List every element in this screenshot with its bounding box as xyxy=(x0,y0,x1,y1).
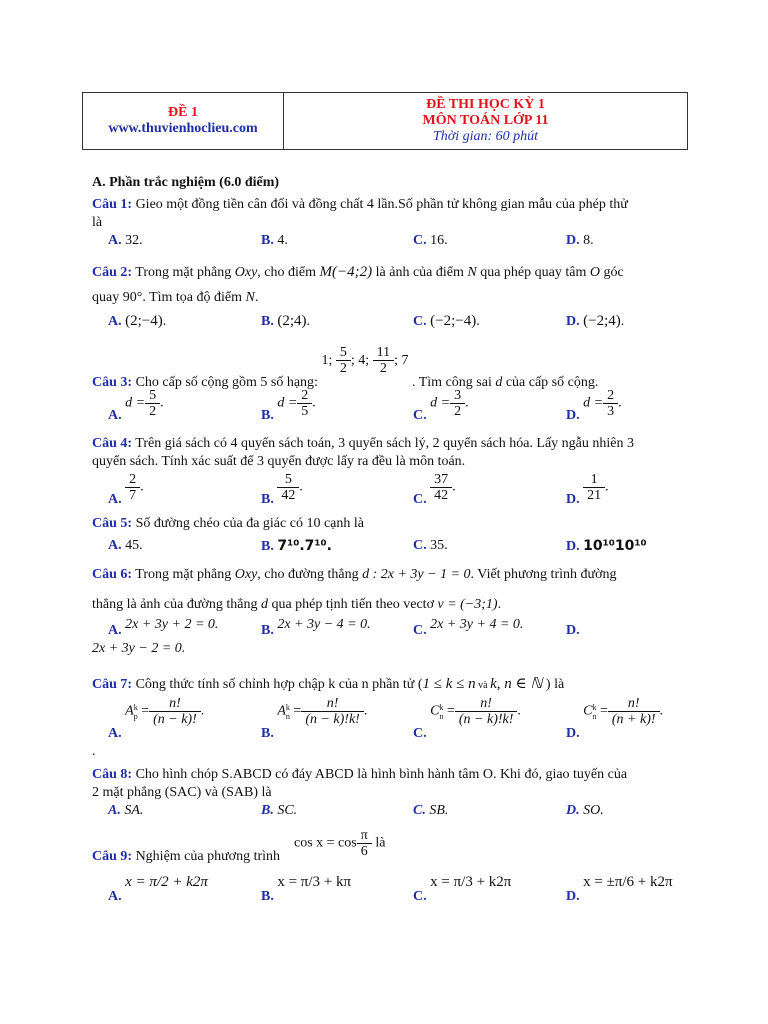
q4-option-a: A. $\frac{2}{7}$ . xyxy=(108,472,144,507)
question-2-line2: quay 90°. Tìm tọa độ điểm N. xyxy=(92,290,259,305)
question-6: Câu 6: Trong mặt phẳng Oxy, cho đường thẳng d : 2x + 3y − 1 = 0. Viết phương trình đường xyxy=(92,567,617,582)
exam-code: ĐỀ 1 xyxy=(168,105,198,120)
q6-option-d: D. xyxy=(566,623,580,638)
q8-option-d: D. SO. xyxy=(566,803,604,818)
q8-option-c: C. SB. xyxy=(413,803,449,818)
q3-option-d: D. d = $\frac{2}{3}$ . xyxy=(566,388,622,423)
question-7: Câu 7: Công thức tính số chỉnh hợp chập k của n phần tử (1 ≤ k ≤ n và k, n ∈ ℕ ) là xyxy=(92,676,565,692)
q2-option-c: C. (−2;−4). xyxy=(413,313,480,329)
q8-option-a: A. SA. xyxy=(108,803,144,818)
q5-option-a: A. 45. xyxy=(108,538,143,553)
q1-option-d: D. 8. xyxy=(566,233,594,248)
q6-option-a: A. 2x + 3y + 2 = 0. xyxy=(108,617,219,638)
section-title: A. Phần trắc nghiệm (6.0 điểm) xyxy=(92,175,280,190)
q9-option-d: D. x = ±π/6 + k2π xyxy=(566,874,673,904)
question-1-line2: là xyxy=(92,215,103,230)
q6-option-d-value: 2x + 3y − 2 = 0. xyxy=(92,641,186,656)
q2-option-a: A. (2;−4). xyxy=(108,313,167,329)
q5-option-c: C. 35. xyxy=(413,538,448,553)
q3-sequence: 1; $\frac{5}{2}$ ; 4; $\frac{11}{2}$ ; 7 xyxy=(321,345,409,376)
question-5: Câu 5: Số đường chéo của đa giác có 10 cạnh là xyxy=(92,516,364,531)
exam-duration: Thời gian: 60 phút xyxy=(432,129,539,144)
q8-option-b: B. SC. xyxy=(261,803,298,818)
q1-option-c: C. 16. xyxy=(413,233,448,248)
header-table xyxy=(82,92,688,150)
q9-option-b: B. x = π/3 + kπ xyxy=(261,874,352,904)
q9-option-a: A. x = π/2 + k2π xyxy=(108,874,208,904)
q6-option-b: B. 2x + 3y − 4 = 0. xyxy=(261,617,371,638)
q4-option-b: B. $\frac{5}{42}$ . xyxy=(261,472,303,507)
question-3: Câu 3: Cho cấp số cộng gồm 5 số hạng: 1; $\frac{5}{2}$ ; 4; $\frac{11}{2}$ ; 7 . Tìm công sai d của cấp số cộng. xyxy=(92,345,599,390)
q9-equation: cos x = cos $\frac{\pi}{6}$ là xyxy=(294,828,386,859)
q1-option-a: A. 32. xyxy=(108,233,143,248)
q4-option-c: C. $\frac{37}{42}$ . xyxy=(413,472,456,507)
q7-option-d: D. C k n = $\frac{n!}{(n + k)!}$ . xyxy=(566,696,664,741)
question-2: Câu 2: Trong mặt phẳng Oxy, cho điểm M(−4;2) là ảnh của điểm N qua phép quay tâm O góc xyxy=(92,264,624,280)
q5-option-b: B. 7¹⁰.7¹⁰. xyxy=(261,538,332,554)
q2-option-b: B. (2;4). xyxy=(261,313,311,329)
question-1: Câu 1: Gieo một đồng tiền cân đối và đồng chất 4 lần.Số phần tử không gian mẫu của phép thử xyxy=(92,197,628,212)
question-8-line2: 2 mặt phẳng (SAC) và (SAB) là xyxy=(92,785,272,800)
q7-option-b: B. A k n = $\frac{n!}{(n - k)!k!}$ . xyxy=(261,696,368,741)
q7-option-a: A. A k p = $\frac{n!}{(n - k)!}$ . xyxy=(108,696,205,741)
q3-option-c: C. d = $\frac{3}{2}$ . xyxy=(413,388,469,423)
q9-option-c: C. x = π/3 + k2π xyxy=(413,874,512,904)
q6-option-c: C. 2x + 3y + 4 = 0. xyxy=(413,617,524,638)
website: www.thuvienhoclieu.com xyxy=(108,121,258,136)
question-8: Câu 8: Cho hình chóp S.ABCD có đáy ABCD là hình bình hành tâm O. Khi đó, giao tuyến của xyxy=(92,767,628,782)
question-4-line2: quyển sách. Tính xác suất để 3 quyển được lấy ra đều là môn toán. xyxy=(92,454,466,469)
question-4: Câu 4: Trên giá sách có 4 quyển sách toán, 3 quyển sách lý, 2 quyển sách hóa. Lấy ngẫu nhiên 3 xyxy=(92,436,634,451)
question-6-line2: thẳng là ảnh của đường thẳng d qua phép tịnh tiến theo vectơ v = (−3;1). xyxy=(92,597,502,612)
q5-option-d: D. 10¹⁰10¹⁰ xyxy=(566,538,647,554)
q7-trailing-dot: . xyxy=(92,744,96,759)
q4-option-d: D. $\frac{1}{21}$ . xyxy=(566,472,609,507)
q2-option-d: D. (−2;4). xyxy=(566,313,625,329)
q3-option-b: B. d = $\frac{2}{5}$ . xyxy=(261,388,316,423)
question-9: Câu 9: Nghiệm của phương trình xyxy=(92,849,281,864)
q1-option-b: B. 4. xyxy=(261,233,288,248)
exam-title: ĐỀ THI HỌC KỲ 1 xyxy=(426,97,545,112)
q3-option-a: A. d = $\frac{5}{2}$ . xyxy=(108,388,164,423)
q7-option-c: C. C k n = $\frac{n!}{(n - k)!k!}$ . xyxy=(413,696,521,741)
exam-subject: MÔN TOÁN LỚP 11 xyxy=(422,113,549,128)
